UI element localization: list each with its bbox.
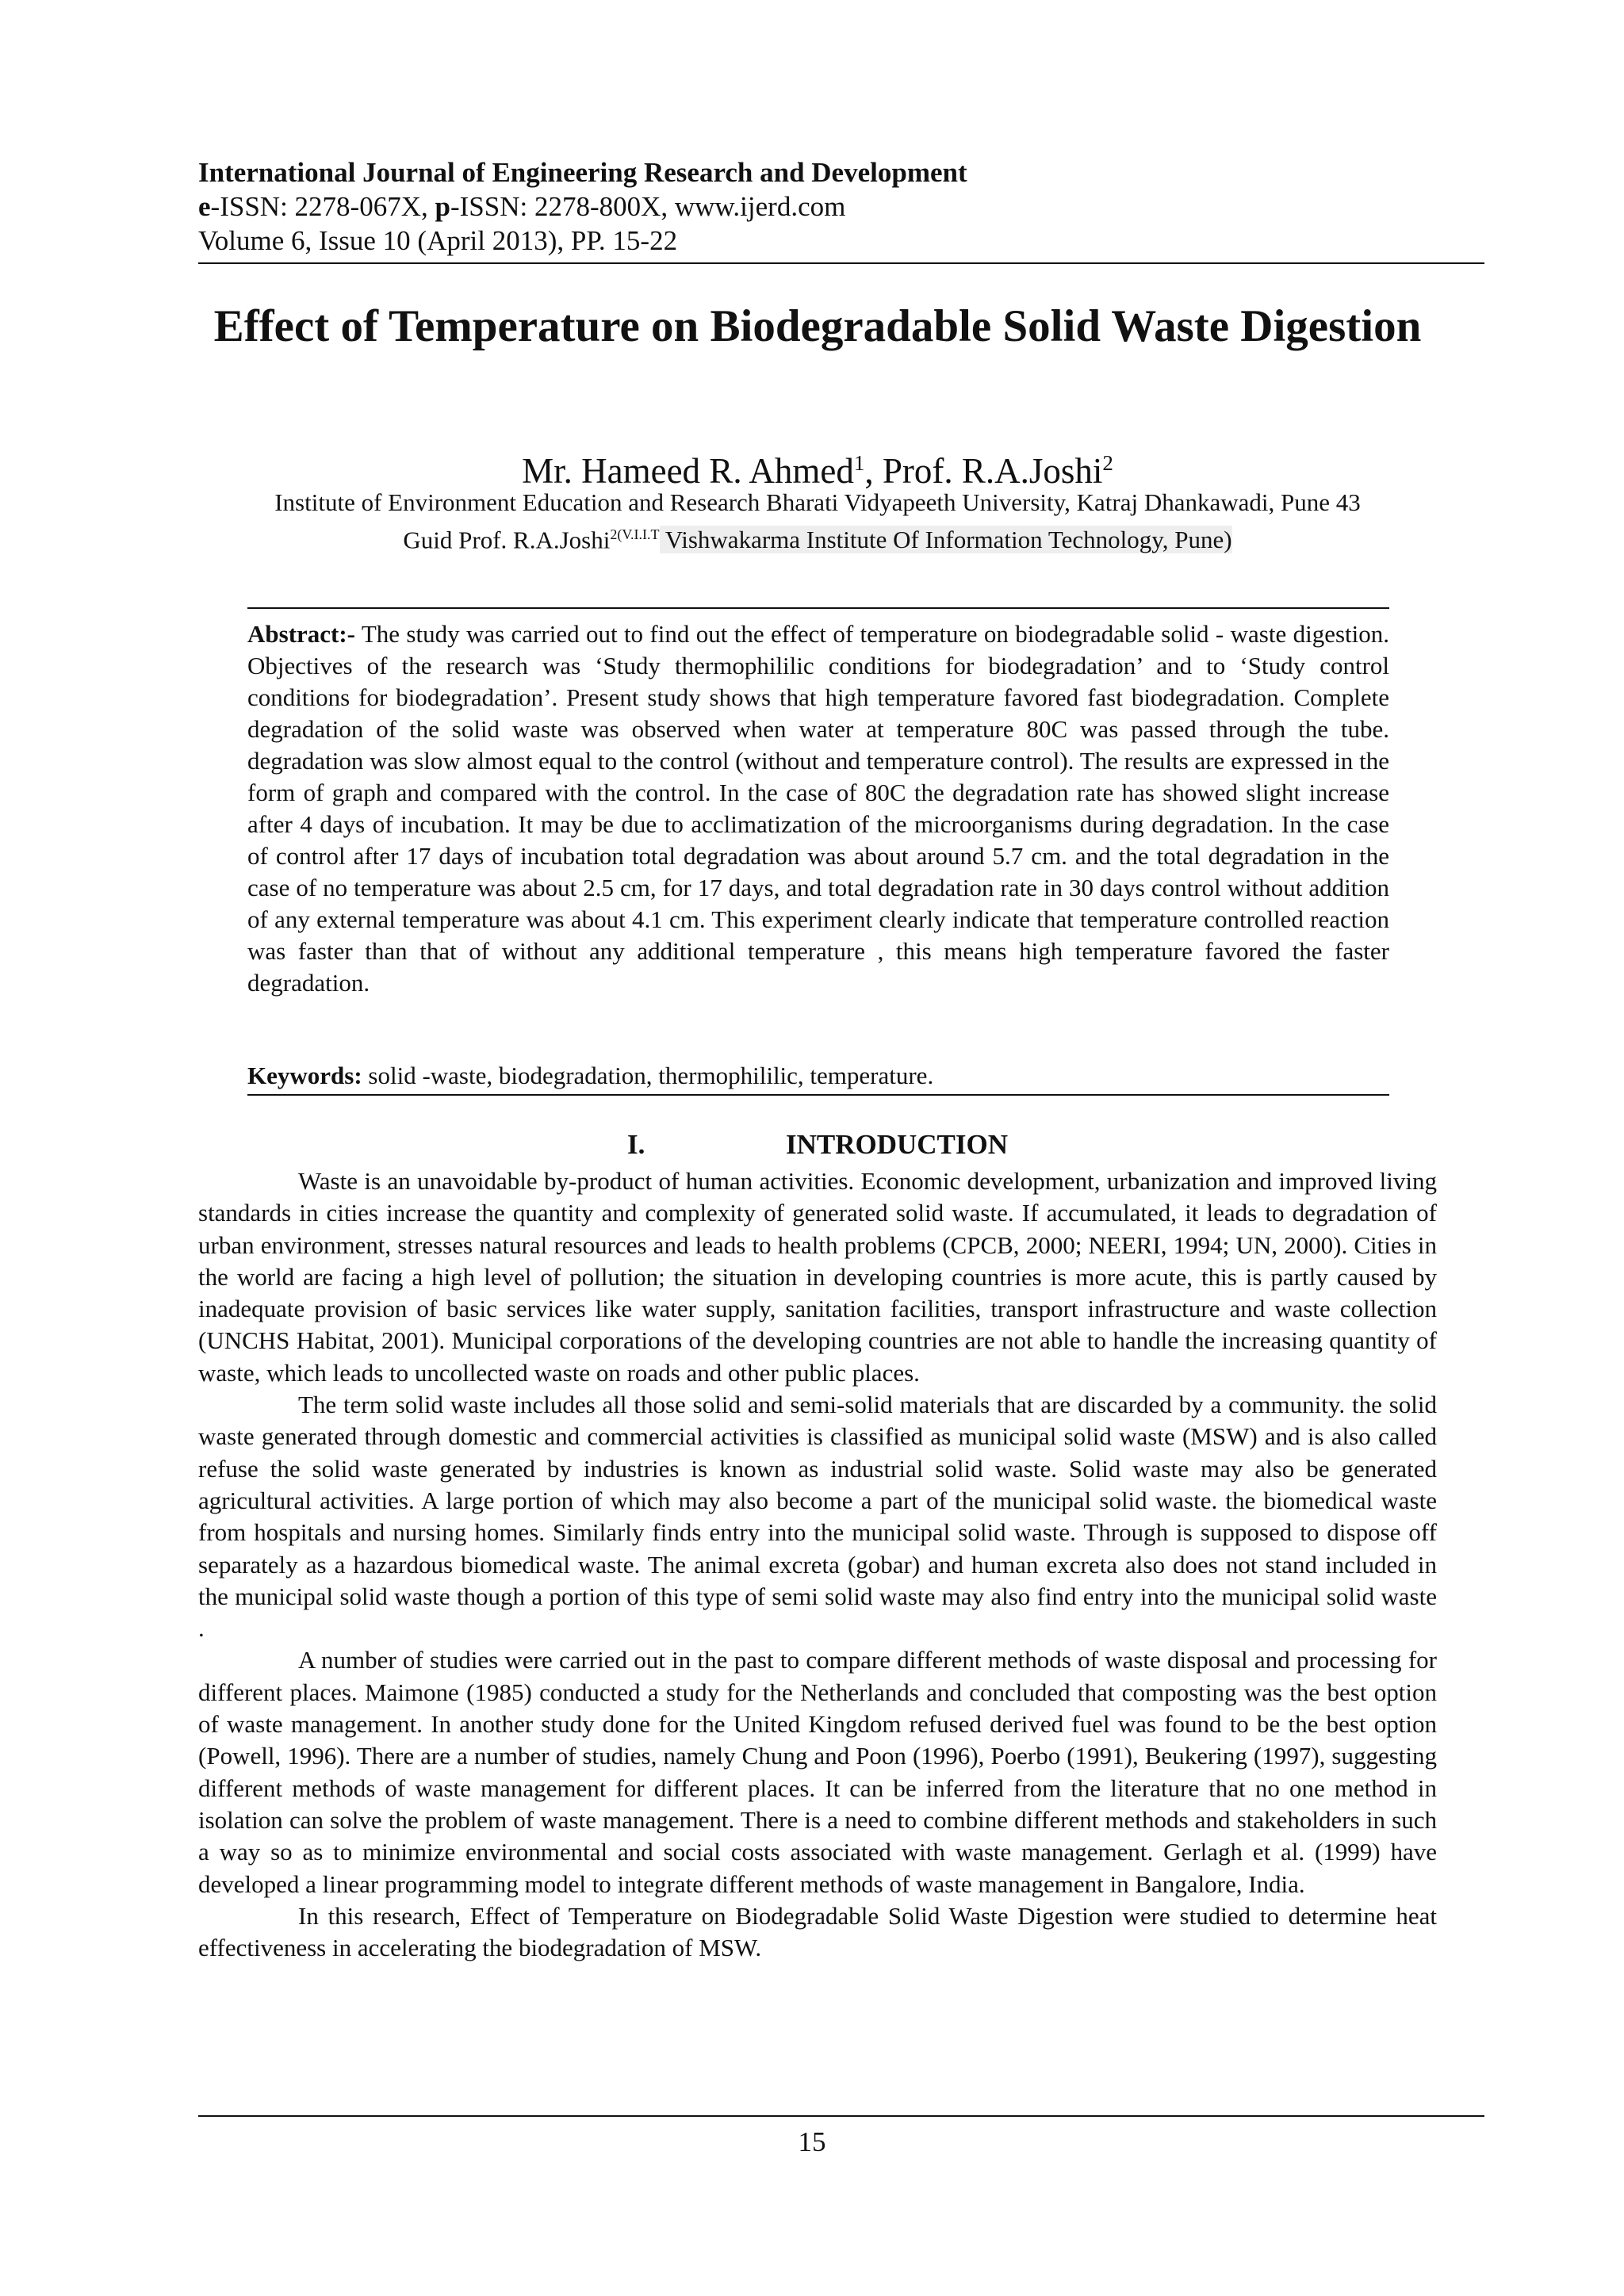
- section-number: I.: [626, 1129, 645, 1160]
- abstract-label: Abstract:-: [247, 620, 356, 648]
- journal-header: [198, 155, 1484, 258]
- author-2: Prof. R.A.Joshi: [882, 451, 1103, 491]
- paragraph: A number of studies were carried out in the past to compare different methods of waste disposal and processing for different places. Maimone (1985) conducted a study for the Netherlands and concluded that composting was the best option of waste management. In another study done for the United Kingdom refused derived fuel was found to be the best option (Powell, 1996). There are a number of studies, namely Chung and Poon (1996), Poerbo (1991), Beukering (1997), suggesting different methods of waste management for different places. It can be inferred from the literature that no one method in isolation can solve the problem of waste management. There is a need to combine different methods and stakeholders in such a way so as to minimize environmental and social costs associated with waste management. Gerlagh et al. (1999) have developed a linear programming model to integrate different methods of waste management in Bangalore, India.: [198, 1646, 1437, 1898]
- journal-issn: [198, 189, 1484, 224]
- author-separator: ,: [864, 451, 883, 491]
- abstract: [247, 618, 1389, 999]
- introduction-body: [198, 1165, 1437, 1964]
- eissn-value: -ISSN: 2278-067X,: [210, 191, 435, 222]
- keywords-text: solid -waste, biodegradation, thermophililic, temperature.: [362, 1062, 934, 1089]
- pissn-label: p: [435, 191, 450, 222]
- header-divider: [198, 262, 1484, 264]
- paragraph: The term solid waste includes all those solid and semi-solid materials that are discarded by a community. the solid waste generated through domestic and commercial activities is classified as municipal solid waste (MSW) and is also called refuse the solid waste generated by industries is known as industrial solid waste. Solid waste may also be generated agricultural activities. A large portion of which may also become a part of the municipal solid waste. the biomedical waste from hospitals and nursing homes. Similarly finds entry into the municipal solid waste. Through is supposed to dispose off separately as a hazardous biomedical waste. The animal excreta (gobar) and human excreta also does not stand included in the municipal solid waste though a portion of this type of semi solid waste may also find entry into the municipal solid waste .: [198, 1391, 1437, 1643]
- journal-volume: Volume 6, Issue 10 (April 2013), PP. 15-22: [198, 225, 678, 256]
- abstract-bottom-rule: [247, 1094, 1389, 1096]
- affiliations: [198, 487, 1437, 556]
- page-number: 15: [798, 2126, 826, 2157]
- footer-divider: [198, 2115, 1484, 2117]
- paragraph: In this research, Effect of Temperature on Biodegradable Solid Waste Digestion were studied to determine heat effectiveness in accelerating the biodegradation of MSW.: [198, 1901, 1437, 1962]
- keywords-label: Keywords:: [247, 1062, 362, 1089]
- section-heading: [198, 1127, 1437, 1162]
- affiliation-2-prefix: Guid Prof. R.A.Joshi: [403, 526, 611, 554]
- author-1-sup: 1: [853, 451, 865, 475]
- author-2-sup: 2: [1102, 451, 1113, 475]
- paragraph: Waste is an unavoidable by-product of human activities. Economic development, urbanization and improved living standards in cities increase the quantity and complexity of generated solid waste. If accumulated, it leads to degradation of urban environment, stresses natural resources and leads to health problems (CPCB, 2000; NEERI, 1994; UN, 2000). Cities in the world are facing a high level of pollution; the situation in developing countries is more acute, this is partly caused by inadequate provision of basic services like water supply, sanitation facilities, transport infrastructure and waste collection (UNCHS Habitat, 2001). Municipal corporations of the developing countries are not able to handle the increasing quantity of waste, which leads to uncollected waste on roads and other public places.: [198, 1167, 1437, 1387]
- section-title: INTRODUCTION: [785, 1129, 1009, 1160]
- eissn-label: e: [198, 191, 211, 222]
- pissn-value: -ISSN: 2278-800X, www.ijerd.com: [450, 191, 846, 222]
- author-line: [198, 441, 1437, 493]
- paper-title: Effect of Temperature on Biodegradable Solid Waste Digestion: [213, 301, 1422, 351]
- affiliation-2: [198, 519, 1437, 556]
- abstract-top-rule: [247, 607, 1389, 609]
- author-1: Mr. Hameed R. Ahmed: [522, 451, 854, 491]
- abstract-text: The study was carried out to find out the effect of temperature on biodegradable solid - waste digestion. Objectives of the research was ‘Study thermophililic conditions for biodegradation’ and to ‘Study control conditions for biodegradation’. Present study shows that high temperature favored fast biodegradation. Complete degradation of the solid waste was observed when water at temperature 80C was passed through the tube. degradation was slow almost equal to the control (without and temperature control). The results are expressed in the form of graph and compared with the control. In the case of 80C the degradation rate has showed slight increase after 4 days of incubation. It may be due to acclimatization of the microorganisms during degradation. In the case of control after 17 days of incubation total degradation was about around 5.7 cm. and the total degradation in the case of no temperature was about 2.5 cm, for 17 days, and total degradation rate in 30 days control without addition of any external temperature was about 4.1 cm. This experiment clearly indicate that temperature controlled reaction was faster than that of without any additional temperature , this means high temperature favored the faster degradation.: [247, 620, 1389, 997]
- affiliation-1: Institute of Environment Education and Research Bharati Vidyapeeth University, Katraj Dhankawadi, Pune 43: [274, 488, 1361, 516]
- journal-name: International Journal of Engineering Research and Development: [198, 157, 967, 188]
- keywords: [247, 1060, 1389, 1092]
- affiliation-2-institute: Vishwakarma Institute Of Information Technology, Pune): [659, 526, 1232, 554]
- affiliation-2-sup: 2(V.I.I.T: [610, 526, 660, 542]
